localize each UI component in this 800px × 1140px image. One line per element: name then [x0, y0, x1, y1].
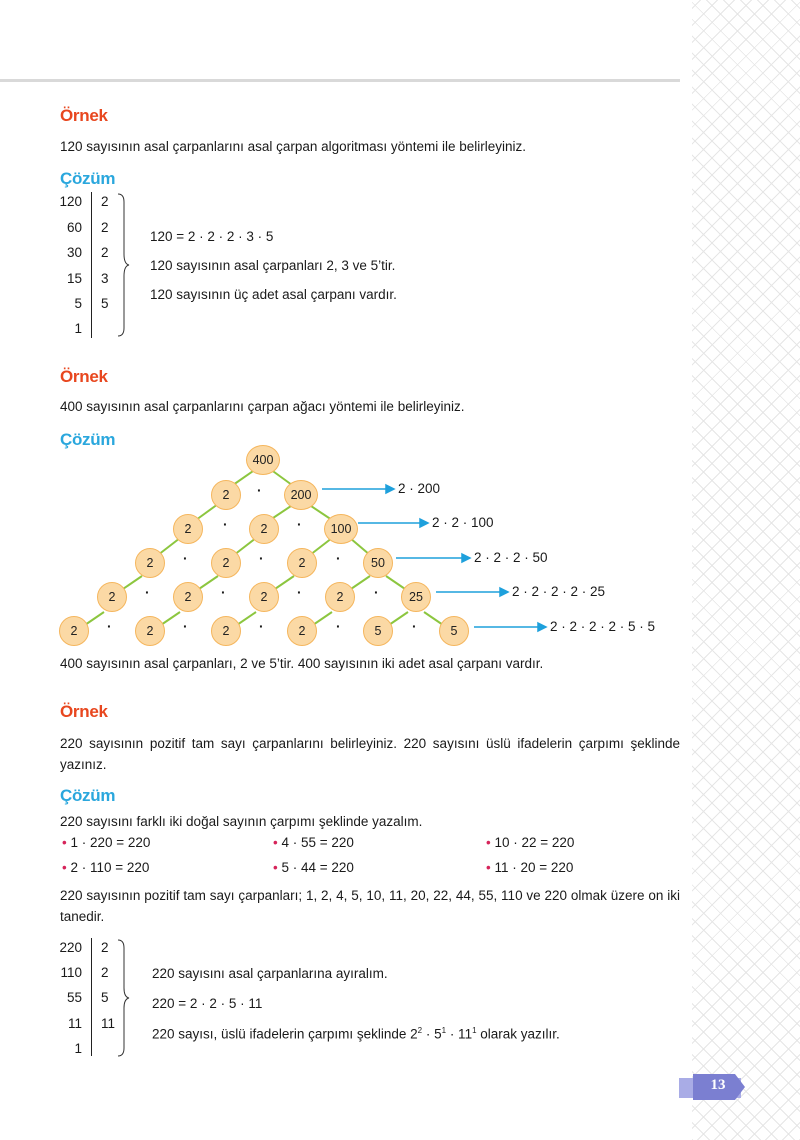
example-heading-1: Örnek — [60, 106, 108, 125]
multiply-dot: · — [297, 516, 302, 532]
division-left: 60 — [66, 220, 82, 235]
example-heading-2: Örnek — [60, 367, 108, 386]
divisors-text: 220 sayısının pozitif tam sayı çarpanları; 1, 2, 4, 5, 10, 11, 20, 22, 44, 55, 110 ve 220 olmak üzere on iki tanedir. — [60, 888, 680, 924]
division-right: 2 — [101, 940, 109, 955]
tree-node: 5 — [363, 616, 393, 646]
product-item — [62, 835, 150, 850]
division-left: 110 — [60, 965, 82, 980]
multiply-dot: · — [336, 618, 341, 634]
side-pattern — [692, 0, 800, 1140]
multiply-dot: · — [145, 584, 150, 600]
product-item — [486, 835, 574, 850]
multiply-dot: · — [374, 584, 379, 600]
bullet-icon: • — [273, 860, 282, 875]
division-left: 220 — [59, 940, 82, 955]
multiply-dot: · — [412, 618, 417, 634]
solution-intro: 220 sayısını farklı iki doğal sayının çarpımı şeklinde yazalım. — [60, 814, 423, 829]
tree-node: 2 — [325, 582, 355, 612]
product-text: 10 · 22 = 220 — [494, 835, 575, 850]
bullet-icon: • — [486, 860, 495, 875]
tree-node: 2 — [97, 582, 127, 612]
curly-brace-icon — [116, 938, 130, 1058]
product-item — [273, 860, 354, 875]
factorization-line: 220 sayısını asal çarpanlarına ayıralım. — [152, 966, 388, 981]
multiply-dot: · — [259, 618, 264, 634]
exponent-line — [152, 1026, 560, 1042]
bullet-icon: • — [62, 860, 71, 875]
division-left: 11 — [67, 1016, 82, 1031]
multiply-dot: · — [297, 584, 302, 600]
product-item — [62, 860, 149, 875]
product-item — [273, 835, 354, 850]
tree-node: 2 — [287, 616, 317, 646]
division-left: 1 — [74, 321, 82, 336]
multiply-dot: · — [183, 550, 188, 566]
division-line — [91, 192, 92, 338]
multiply-dot: · — [183, 618, 188, 634]
multiply-dot: · — [336, 550, 341, 566]
bullet-icon: • — [273, 835, 282, 850]
product-item — [486, 860, 573, 875]
multiply-dot: · — [259, 550, 264, 566]
exponent: 1 — [441, 1026, 447, 1035]
tree-node: 2 — [249, 582, 279, 612]
exp-text: · 5 — [422, 1026, 442, 1042]
product-text: 11 · 20 = 220 — [494, 860, 574, 875]
multiply-dot: · — [257, 482, 262, 498]
division-left: 15 — [66, 271, 82, 286]
multiply-dot: · — [223, 516, 228, 532]
exponent: 2 — [417, 1026, 423, 1035]
tree-node: 2 — [211, 548, 241, 578]
factorization-line: 120 = 2 · 2 · 2 · 3 · 5 — [150, 229, 274, 244]
factorization-line: 120 sayısının üç adet asal çarpanı vardır. — [150, 287, 397, 302]
tree-result: 2 · 2 · 2 · 2 · 25 — [512, 584, 606, 599]
bullet-icon: • — [486, 835, 495, 850]
product-text: 2 · 110 = 220 — [70, 860, 150, 875]
division-right: 5 — [101, 990, 109, 1005]
product-text: 4 · 55 = 220 — [281, 835, 354, 850]
tree-result: 2 · 200 — [398, 481, 441, 496]
tree-node: 100 — [324, 514, 358, 544]
division-right: 2 — [101, 245, 109, 260]
example-heading-3: Örnek — [60, 702, 108, 721]
solution-heading-2: Çözüm — [60, 430, 116, 449]
exp-text: olarak yazılır. — [476, 1026, 560, 1042]
tree-node: 2 — [249, 514, 279, 544]
example-question-2: 400 sayısının asal çarpanlarını çarpan ağacı yöntemi ile belirleyiniz. — [60, 399, 465, 414]
division-right: 2 — [101, 220, 109, 235]
division-right: 3 — [101, 271, 109, 286]
tree-node: 2 — [173, 514, 203, 544]
tree-node: 2 — [211, 616, 241, 646]
tree-node: 50 — [363, 548, 393, 578]
tree-result: 2 · 2 · 100 — [432, 515, 494, 530]
exponent: 1 — [472, 1026, 477, 1035]
product-text: 1 · 220 = 220 — [70, 835, 151, 850]
tree-node: 2 — [173, 582, 203, 612]
multiply-dot: · — [221, 584, 226, 600]
division-left: 120 — [59, 194, 82, 209]
tree-node: 2 — [135, 616, 165, 646]
factorization-line: 220 = 2 · 2 · 5 · 11 — [152, 996, 263, 1011]
example-question-3: 220 sayısının pozitif tam sayı çarpanlarını belirleyiniz. 220 sayısını üslü ifadelerin çarpımı şeklinde yazınız. — [60, 736, 680, 772]
tree-node: 200 — [284, 480, 318, 510]
bullet-icon: • — [62, 835, 71, 850]
tree-result: 2 · 2 · 2 · 50 — [474, 550, 548, 565]
division-left: 30 — [66, 245, 82, 260]
top-rule — [0, 79, 680, 82]
tree-node: 2 — [135, 548, 165, 578]
division-line — [91, 938, 92, 1056]
factorization-line: 120 sayısının asal çarpanları 2, 3 ve 5’tir. — [150, 258, 396, 273]
exp-text: 220 sayısı, üslü ifadelerin çarpımı şeklinde 2 — [152, 1026, 418, 1042]
product-text: 5 · 44 = 220 — [281, 860, 354, 875]
division-right: 2 — [101, 965, 109, 980]
division-left: 5 — [74, 296, 82, 311]
tree-node: 5 — [439, 616, 469, 646]
example-question-1: 120 sayısının asal çarpanlarını asal çarpan algoritması yöntemi ile belirleyiniz. — [60, 139, 526, 154]
page-number: 13 — [710, 1077, 726, 1093]
solution-heading-3: Çözüm — [60, 786, 116, 805]
division-right: 5 — [101, 296, 109, 311]
exp-text: · 11 — [446, 1026, 473, 1042]
division-left: 1 — [74, 1041, 82, 1056]
division-right: 2 — [101, 194, 109, 209]
solution-heading-1: Çözüm — [60, 169, 116, 188]
tree-node: 2 — [287, 548, 317, 578]
tree-node: 25 — [401, 582, 431, 612]
tree-conclusion: 400 sayısının asal çarpanları, 2 ve 5’tir. 400 sayısının iki adet asal çarpanı vardır. — [60, 656, 544, 671]
curly-brace-icon — [116, 192, 130, 338]
tree-node: 2 — [59, 616, 89, 646]
division-right: 11 — [101, 1016, 116, 1031]
division-left: 55 — [66, 990, 82, 1005]
tree-node: 400 — [246, 445, 280, 475]
tree-result: 2 · 2 · 2 · 2 · 5 · 5 — [550, 619, 656, 634]
tree-node: 2 — [211, 480, 241, 510]
multiply-dot: · — [107, 618, 112, 634]
